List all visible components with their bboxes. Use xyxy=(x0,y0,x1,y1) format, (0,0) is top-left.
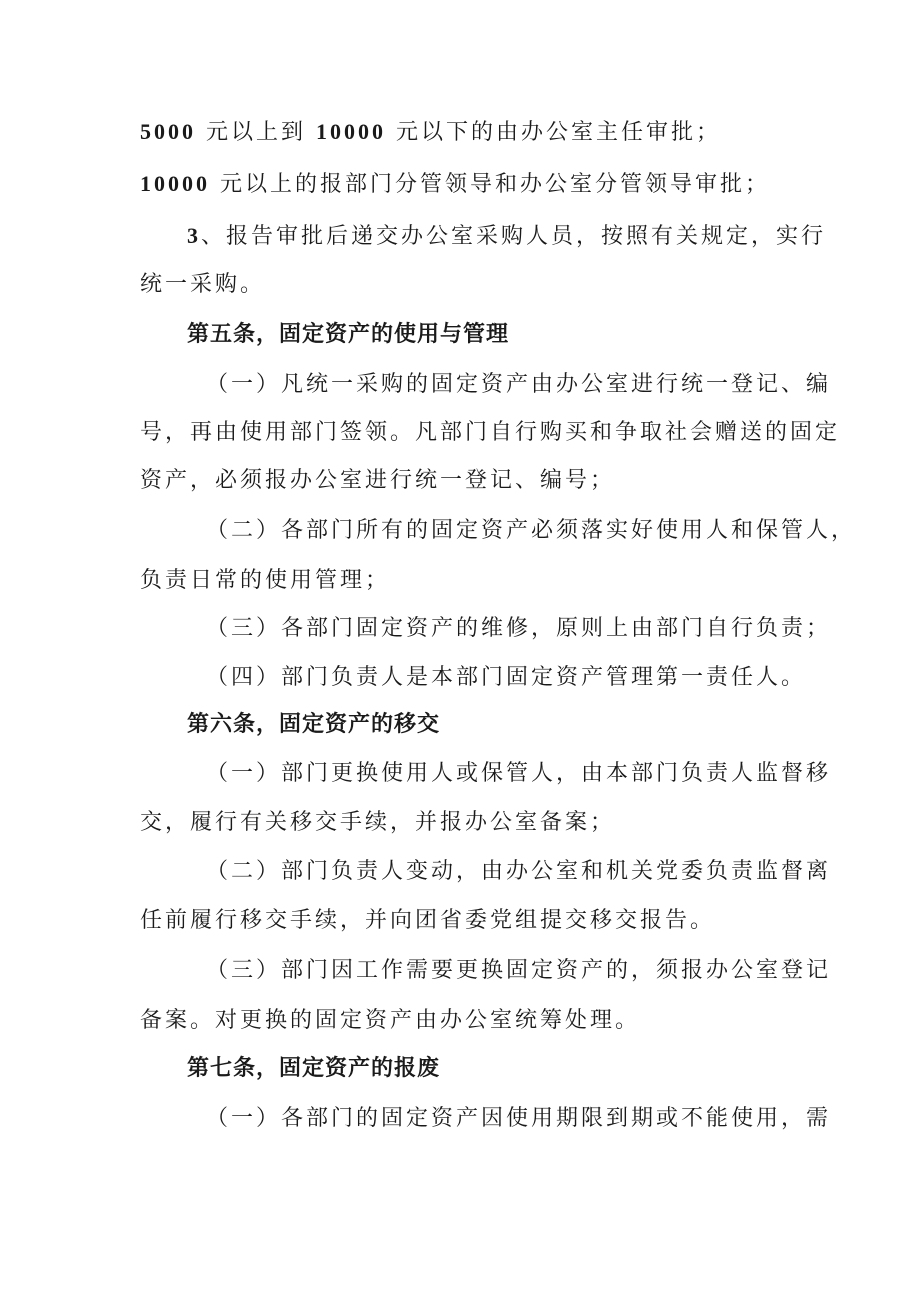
article-6-para-2: （二）部门负责人变动，由办公室和机关党委负责监督离 xyxy=(206,859,832,884)
amount-10000-b: 10000 xyxy=(140,171,210,196)
item-3-line xyxy=(187,221,920,252)
article-6-para-3-line-2: 备案。对更换的固定资产由办公室统筹处理。 xyxy=(140,1008,641,1033)
article-5-para-2: （二）各部门所有的固定资产必须落实好使用人和保管人， xyxy=(206,518,857,543)
approval-text-b: 元以下的由办公室主任审批； xyxy=(386,120,721,145)
article-5-para-1-line-2: 号，再由使用部门签领。凡部门自行购买和争取社会赠送的固定 xyxy=(140,420,841,445)
approval-text-c: 元以上的报部门分管领导和办公室分管领导审批； xyxy=(210,172,770,197)
article-6-para-3: （三）部门因工作需要更换固定资产的，须报办公室登记 xyxy=(206,958,832,983)
article-5-heading: 第五条，固定资产的使用与管理 xyxy=(187,322,510,347)
approval-line-10000 xyxy=(140,169,920,200)
article-5-para-4: （四）部门负责人是本部门固定资产管理第一责任人。 xyxy=(206,665,807,690)
article-6-heading: 第六条，固定资产的移交 xyxy=(187,712,441,737)
amount-5000: 5000 xyxy=(140,119,196,144)
article-5-para-3: （三）各部门固定资产的维修，原则上由部门自行负责； xyxy=(206,616,832,641)
item-3-continuation: 统一采购。 xyxy=(140,272,266,297)
article-7-para-1: （一）各部门的固定资产因使用期限到期或不能使用，需 xyxy=(206,1106,832,1131)
article-6-para-1-line-2: 交，履行有关移交手续，并报办公室备案； xyxy=(140,810,616,835)
item-3-text: 、报告审批后递交办公室采购人员，按照有关规定，实行 xyxy=(201,224,827,249)
item-3-number: 3 xyxy=(187,223,201,248)
article-5-para-1-line-3: 资产，必须报办公室进行统一登记、编号； xyxy=(140,468,616,493)
article-5-para-2-line-2: 负责日常的使用管理； xyxy=(140,568,391,593)
amount-10000: 10000 xyxy=(316,119,386,144)
approval-line-5000 xyxy=(140,117,920,148)
article-6-para-2-line-2: 任前履行移交手续，并向团省委党组提交移交报告。 xyxy=(140,908,716,933)
article-7-heading: 第七条，固定资产的报废 xyxy=(187,1056,441,1081)
article-5-para-1: （一）凡统一采购的固定资产由办公室进行统一登记、编 xyxy=(206,372,832,397)
article-6-para-1: （一）部门更换使用人或保管人，由本部门负责人监督移 xyxy=(206,761,832,786)
approval-text-a: 元以上到 xyxy=(196,120,316,145)
